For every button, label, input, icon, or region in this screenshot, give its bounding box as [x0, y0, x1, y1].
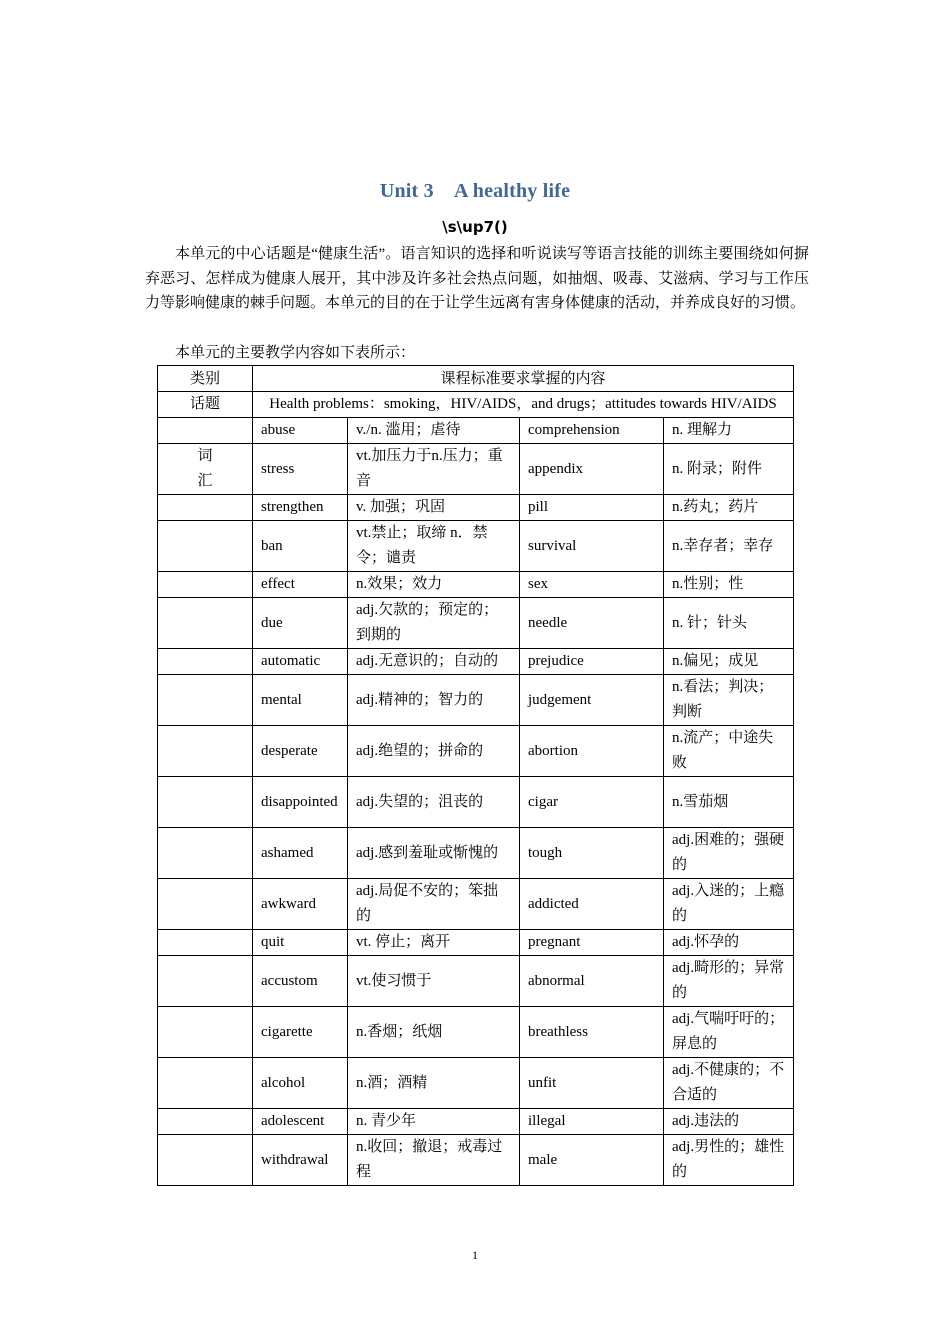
category-cell [158, 495, 253, 521]
table-row [158, 444, 794, 495]
definition-cell: n. 附录；附件 [664, 444, 794, 495]
definition-cell: vt.加压力于n.压力；重音 [348, 444, 520, 495]
definition-cell: n. 青少年 [348, 1109, 520, 1135]
table-row [158, 1007, 794, 1058]
document-subtitle: \s\up7() [442, 218, 508, 236]
table-row [158, 930, 794, 956]
word-cell: judgement [520, 675, 664, 726]
word-cell: strengthen [253, 495, 348, 521]
word-cell: prejudice [520, 649, 664, 675]
category-cell [158, 828, 253, 879]
table-row [158, 418, 794, 444]
topic-text: Health problems：smoking，HIV/AIDS，and drugs；attitudes towards HIV/AIDS [253, 392, 794, 418]
word-cell: ban [253, 521, 348, 572]
word-cell: tough [520, 828, 664, 879]
category-cell [158, 1109, 253, 1135]
definition-cell: n.雪茄烟 [664, 777, 794, 828]
definition-cell: adj.绝望的；拼命的 [348, 726, 520, 777]
word-cell: awkward [253, 879, 348, 930]
word-cell: mental [253, 675, 348, 726]
table-row [158, 598, 794, 649]
word-cell: cigar [520, 777, 664, 828]
category-cell [158, 521, 253, 572]
category-cell [158, 726, 253, 777]
definition-cell: adj.气喘吁吁的；屏息的 [664, 1007, 794, 1058]
word-cell: needle [520, 598, 664, 649]
word-cell: ashamed [253, 828, 348, 879]
page-number: 1 [472, 1248, 478, 1262]
definition-cell: n.酒；酒精 [348, 1058, 520, 1109]
definition-cell: adj.怀孕的 [664, 930, 794, 956]
definition-cell: adj.违法的 [664, 1109, 794, 1135]
table-header-row [158, 366, 794, 392]
definition-cell: adj.感到羞耻或惭愧的 [348, 828, 520, 879]
word-cell: breathless [520, 1007, 664, 1058]
table-row [158, 675, 794, 726]
definition-cell: n.看法；判决；判断 [664, 675, 794, 726]
word-cell: accustom [253, 956, 348, 1007]
document-title: Unit 3 A healthy life [379, 180, 571, 202]
definition-cell: n.偏见；成见 [664, 649, 794, 675]
word-cell: withdrawal [253, 1135, 348, 1186]
category-cell [158, 1135, 253, 1186]
topic-label: 话题 [158, 392, 253, 418]
category-cell [158, 598, 253, 649]
category-cell [158, 1058, 253, 1109]
word-cell: automatic [253, 649, 348, 675]
definition-cell: vt.使习惯于 [348, 956, 520, 1007]
word-cell: comprehension [520, 418, 664, 444]
definition-cell: adj.畸形的；异常的 [664, 956, 794, 1007]
vocab-label: 词汇 [158, 444, 253, 495]
word-cell: effect [253, 572, 348, 598]
table-row [158, 726, 794, 777]
definition-cell: vt. 停止；离开 [348, 930, 520, 956]
category-cell [158, 777, 253, 828]
table-row [158, 1135, 794, 1186]
definition-cell: adj.精神的；智力的 [348, 675, 520, 726]
definition-cell: n.药丸；药片 [664, 495, 794, 521]
definition-cell: adj.困难的；强硬的 [664, 828, 794, 879]
word-cell: addicted [520, 879, 664, 930]
word-cell: abnormal [520, 956, 664, 1007]
category-cell [158, 572, 253, 598]
lead-paragraph: 本单元的主要教学内容如下表所示： [175, 345, 416, 361]
definition-cell: vt.禁止；取缔 n．禁令；谴责 [348, 521, 520, 572]
definition-cell: n.香烟；纸烟 [348, 1007, 520, 1058]
word-cell: due [253, 598, 348, 649]
definition-cell: n. 理解力 [664, 418, 794, 444]
definition-cell: n.收回；撤退；戒毒过程 [348, 1135, 520, 1186]
word-cell: abortion [520, 726, 664, 777]
word-cell: quit [253, 930, 348, 956]
table-row [158, 1109, 794, 1135]
table-row [158, 879, 794, 930]
definition-cell: n.性别；性 [664, 572, 794, 598]
definition-cell: n.流产；中途失败 [664, 726, 794, 777]
word-cell: cigarette [253, 1007, 348, 1058]
word-cell: male [520, 1135, 664, 1186]
word-cell: pregnant [520, 930, 664, 956]
category-cell [158, 418, 253, 444]
word-cell: sex [520, 572, 664, 598]
definition-cell: n.幸存者；幸存 [664, 521, 794, 572]
table-row [158, 956, 794, 1007]
definition-cell: adj.不健康的；不合适的 [664, 1058, 794, 1109]
word-cell: pill [520, 495, 664, 521]
definition-cell: v./n. 滥用；虐待 [348, 418, 520, 444]
word-cell: unfit [520, 1058, 664, 1109]
table-row [158, 572, 794, 598]
word-cell: desperate [253, 726, 348, 777]
topic-row [158, 392, 794, 418]
word-cell: illegal [520, 1109, 664, 1135]
word-cell: stress [253, 444, 348, 495]
table-row [158, 1058, 794, 1109]
definition-cell: v. 加强；巩固 [348, 495, 520, 521]
category-cell [158, 930, 253, 956]
word-cell: appendix [520, 444, 664, 495]
category-cell [158, 956, 253, 1007]
category-cell [158, 1007, 253, 1058]
word-cell: adolescent [253, 1109, 348, 1135]
word-cell: alcohol [253, 1058, 348, 1109]
definition-cell: adj.无意识的；自动的 [348, 649, 520, 675]
definition-cell: adj.欠款的；预定的；到期的 [348, 598, 520, 649]
table-row [158, 649, 794, 675]
definition-cell: n.效果；效力 [348, 572, 520, 598]
word-cell: disappointed [253, 777, 348, 828]
definition-cell: adj.失望的；沮丧的 [348, 777, 520, 828]
category-cell [158, 879, 253, 930]
table-row [158, 521, 794, 572]
table-row [158, 495, 794, 521]
table-row [158, 828, 794, 879]
definition-cell: adj.入迷的；上瘾的 [664, 879, 794, 930]
category-cell [158, 675, 253, 726]
word-cell: abuse [253, 418, 348, 444]
header-category: 类别 [158, 366, 253, 392]
word-cell: survival [520, 521, 664, 572]
definition-cell: adj.局促不安的；笨拙的 [348, 879, 520, 930]
table-row [158, 777, 794, 828]
intro-paragraph: 本单元的中心话题是“健康生活”。语言知识的选择和听说读写等语言技能的训练主要围绕如何摒弃恶习、怎样成为健康人展开，其中涉及许多社会热点问题，如抽烟、吸毒、艾滋病、学习与工作压力等影响健康的棘手问题。本单元的目的在于让学生远离有害身体健康的活动，并养成良好的习惯。 [145, 246, 809, 311]
definition-cell: adj.男性的；雄性的 [664, 1135, 794, 1186]
vocabulary-table [157, 365, 794, 1186]
category-cell [158, 649, 253, 675]
definition-cell: n. 针；针头 [664, 598, 794, 649]
header-content: 课程标准要求掌握的内容 [253, 366, 794, 392]
